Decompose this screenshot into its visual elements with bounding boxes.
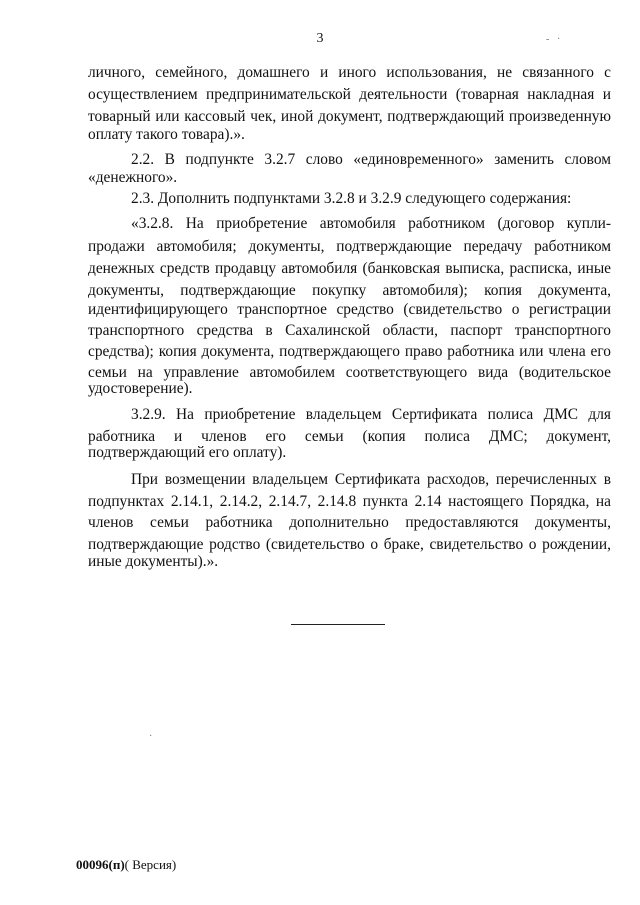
body-line: продажи автомобиля; документы, подтверждающие передачу работником [88,238,611,255]
version-footer [76,857,176,873]
scan-speck-mark: · [149,731,153,742]
end-separator-line [291,624,385,625]
body-line: подтверждающий его оплату). [88,444,287,461]
body-line: 2.3. Дополнить подпунктами 3.2.8 и 3.2.9 следующего содержания: [131,190,572,207]
body-line: 2.2. В подпункте 3.2.7 слово «единовременного» заменить словом [131,151,611,168]
body-line: товарный или кассовый чек, иной документ, подтверждающий произведенную [88,108,611,125]
body-line: средства); копия документа, подтверждающего право работника или члена его [88,343,611,360]
body-line: работника и членов его семьи (копия полиса ДМС; документ, [88,428,611,445]
body-line: денежных средств продавцу автомобиля (банковская выписка, расписка, иные [88,260,611,277]
page-number: 3 [316,31,324,46]
body-line: личного, семейного, домашнего и иного использования, не связанного с [88,64,611,81]
body-line: семьи на управление автомобилем соответствующего вида (водительское [88,364,611,381]
body-line: подтверждающие родство (свидетельство о браке, свидетельство о рождении, [88,536,611,553]
body-line: членов семьи работника дополнительно предоставляются документы, [88,514,611,531]
body-line: транспортного средства в Сахалинской области, паспорт транспортного [88,322,611,339]
document-code: 00096(п) [76,857,125,872]
scan-speck-mark: - [546,34,550,45]
body-line: оплату такого товара).». [88,126,245,143]
body-line: 3.2.9. На приобретение владельцем Сертификата полиса ДМС для [131,406,611,423]
body-line: При возмещении владельцем Сертификата расходов, перечисленных в [131,471,611,488]
body-line: подпунктах 2.14.1, 2.14.2, 2.14.7, 2.14.8 пункта 2.14 настоящего Порядка, на [88,493,611,510]
scan-speck-mark: · [557,34,561,45]
body-line: документы, подтверждающие покупку автомобиля); копия документа, [88,282,611,299]
body-line: иные документы).». [88,553,219,570]
body-line: удостоверение). [88,380,193,397]
body-line: идентифицирующего транспортное средство (свидетельство о регистрации [88,301,611,318]
body-line: «3.2.8. На приобретение автомобиля работником (договор купли- [131,215,611,232]
body-line: осуществлением предпринимательской деятельности (товарная накладная и [88,86,611,103]
body-line: «денежного». [88,169,178,186]
version-label: ( Версия) [124,857,177,872]
